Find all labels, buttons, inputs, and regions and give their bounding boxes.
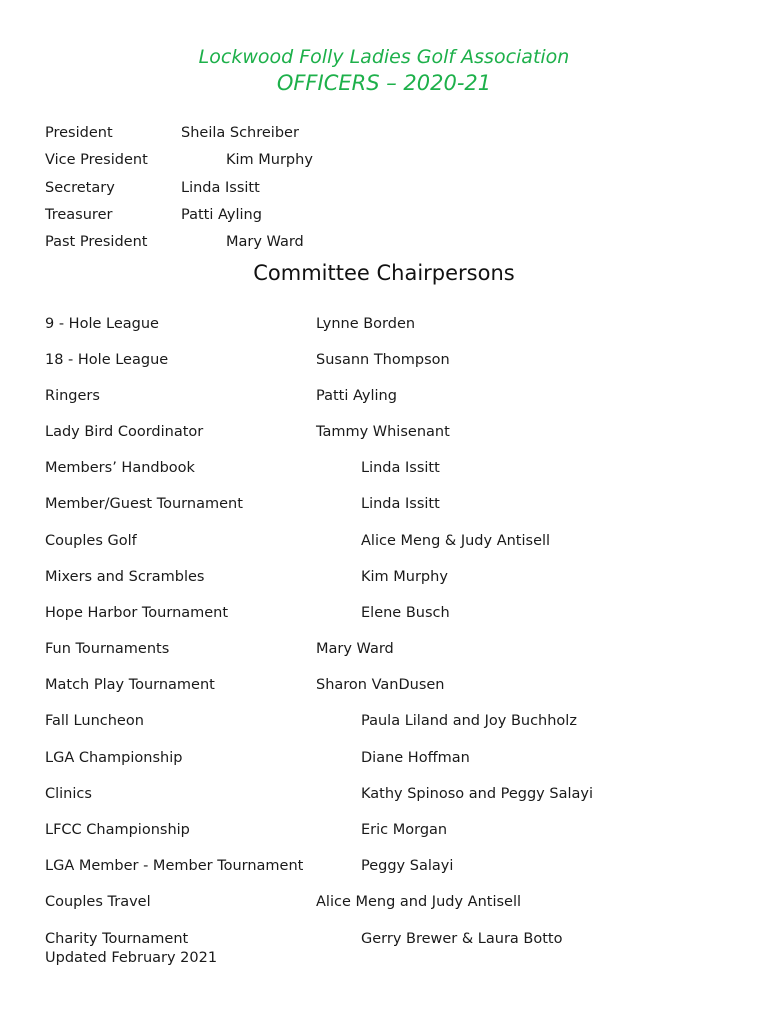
committee-name: 9 - Hole League — [45, 316, 159, 332]
committee-chair: Kim Murphy — [361, 569, 448, 585]
committee-chair: Sharon VanDusen — [316, 677, 445, 693]
committee-chair: Linda Issitt — [361, 460, 440, 476]
officer-name: Linda Issitt — [181, 180, 260, 196]
committee-name: Clinics — [45, 786, 92, 802]
officer-role: Treasurer — [45, 207, 113, 223]
last-updated-note: Updated February 2021 — [45, 950, 218, 966]
organization-name: Lockwood Folly Ladies Golf Association — [198, 46, 570, 68]
committee-chair: Lynne Borden — [316, 316, 416, 332]
committee-name: Lady Bird Coordinator — [45, 424, 204, 440]
committee-chair: Elene Busch — [361, 605, 450, 621]
committee-chair: Alice Meng and Judy Antisell — [316, 894, 522, 910]
committee-chair: Paula Liland and Joy Buchholz — [361, 713, 577, 729]
officer-name: Patti Ayling — [181, 207, 262, 223]
committee-chair: Patti Ayling — [316, 388, 397, 404]
committee-chair: Mary Ward — [316, 641, 394, 657]
committee-name: Hope Harbor Tournament — [45, 605, 229, 621]
committee-name: Mixers and Scrambles — [45, 569, 205, 585]
committee-chair: Eric Morgan — [361, 822, 448, 838]
committee-chair: Gerry Brewer & Laura Botto — [361, 931, 563, 947]
committees-heading: Committee Chairpersons — [253, 261, 515, 285]
officers-title: OFFICERS – 2020-21 — [276, 71, 492, 95]
committee-name: Charity Tournament — [45, 931, 189, 947]
committee-chair: Diane Hoffman — [361, 750, 470, 766]
committee-name: Fall Luncheon — [45, 713, 144, 729]
committee-name: LGA Member - Member Tournament — [45, 858, 304, 874]
committee-chair: Linda Issitt — [361, 496, 440, 512]
officer-role: President — [45, 125, 113, 141]
committee-chair: Susann Thompson — [316, 352, 450, 368]
officer-name: Kim Murphy — [226, 152, 313, 168]
committee-name: Couples Travel — [45, 894, 151, 910]
committee-name: Match Play Tournament — [45, 677, 215, 693]
committee-chair: Tammy Whisenant — [316, 424, 450, 440]
committee-name: Ringers — [45, 388, 100, 404]
committee-name: Fun Tournaments — [45, 641, 170, 657]
committee-chair: Kathy Spinoso and Peggy Salayi — [361, 786, 593, 802]
officer-name: Mary Ward — [226, 234, 304, 250]
committee-name: Member/Guest Tournament — [45, 496, 243, 512]
committee-name: 18 - Hole League — [45, 352, 169, 368]
officer-role: Secretary — [45, 180, 115, 196]
committee-name: LGA Championship — [45, 750, 183, 766]
committee-name: LFCC Championship — [45, 822, 190, 838]
committee-name: Couples Golf — [45, 533, 137, 549]
officer-role: Past President — [45, 234, 148, 250]
committee-name: Members’ Handbook — [45, 460, 195, 476]
officer-name: Sheila Schreiber — [181, 125, 299, 141]
committee-chair: Alice Meng & Judy Antisell — [361, 533, 551, 549]
committee-chair: Peggy Salayi — [361, 858, 454, 874]
officer-role: Vice President — [45, 152, 148, 168]
